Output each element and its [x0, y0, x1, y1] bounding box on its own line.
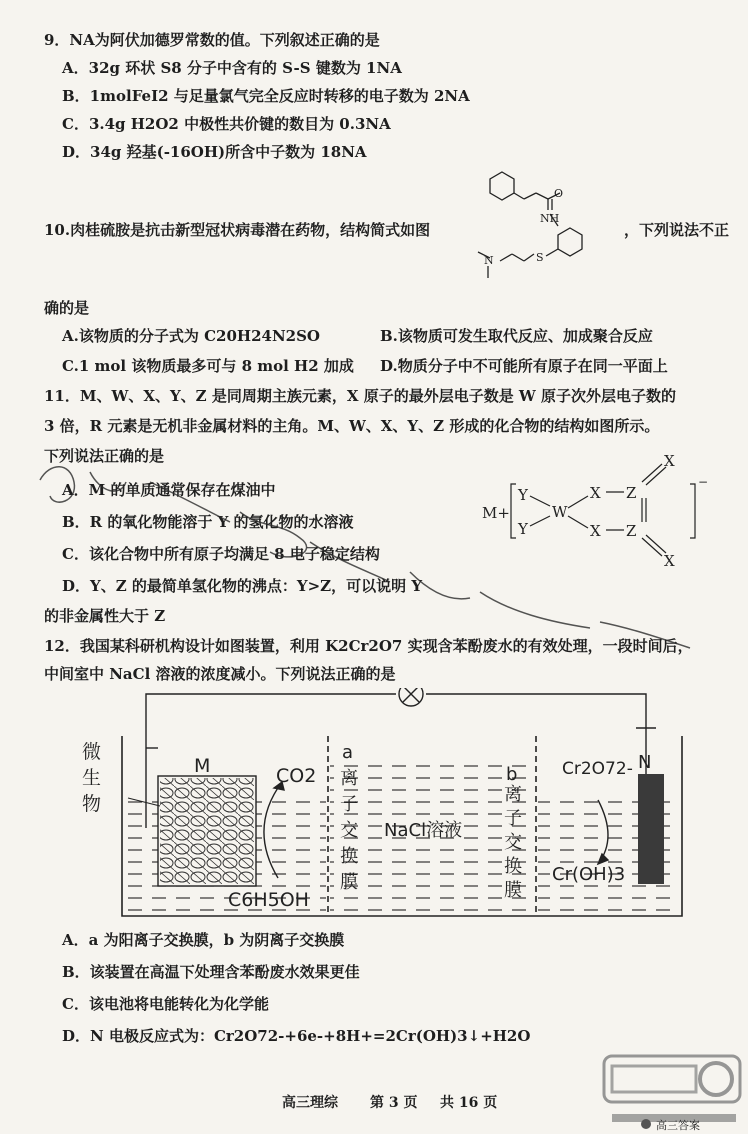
- diagram-phenol: C6H5OH: [228, 889, 309, 911]
- q9-option-c: C．3.4g H2O2 中极性共价键的数目为 0.3NA: [62, 115, 391, 133]
- cinnamthiamine-structure: [462, 168, 622, 286]
- diagram-microbe-1: 微: [82, 741, 102, 763]
- q12-option-a: A．a 为阳离子交换膜，b 为阴离子交换膜: [62, 931, 345, 949]
- diagram-nacl: NaCl溶液: [384, 820, 463, 841]
- q11-stem-line1: 11．M、W、X、Y、Z 是同周期主族元素，X 原子的最外层电子数是 W 原子次外层电子数的: [44, 387, 676, 405]
- q11-option-d: D．Y、Z 的最简单氢化物的沸点：Y>Z，可以说明 Y: [62, 577, 423, 595]
- diagram-membrane-b-4: 交: [504, 832, 522, 853]
- diagram-membrane-b-5: 换: [504, 856, 522, 877]
- q9-option-b: B．1molFeI2 与足量氯气完全反应时转移的电子数为 2NA: [62, 87, 470, 105]
- footer-total: 共 16 页: [440, 1095, 498, 1111]
- q11-stem-line2: 3 倍，R 元素是无机非金属材料的主角。M、W、X、Y、Z 形成的化合物的结构如图所示。: [44, 417, 660, 435]
- struct-x1: X: [590, 484, 601, 502]
- diagram-microbe-2: 生: [82, 767, 102, 789]
- q11-option-a: A．M 的单质通常保存在煤油中: [62, 481, 276, 499]
- mol-nh-label: NH: [540, 212, 560, 225]
- diagram-dichromate: Cr2O72-: [562, 759, 633, 779]
- q9-stem: 9．NA为阿伏加德罗常数的值。下列叙述正确的是: [44, 31, 380, 49]
- q10-option-a: A.该物质的分子式为 C20H24N2SO: [62, 327, 320, 345]
- diagram-membrane-b-2: 离: [504, 784, 522, 805]
- footer-subject: 高三理综: [282, 1095, 338, 1111]
- struct-x3: X: [664, 452, 675, 470]
- diagram-membrane-b-1: b: [506, 764, 518, 785]
- q11-compound-structure: [478, 446, 718, 574]
- struct-m: M+: [482, 504, 510, 522]
- q11-option-d-continued: 的非金属性大于 Z: [44, 607, 166, 625]
- q9-option-d: D．34g 羟基(-16OH)所含中子数为 18NA: [62, 143, 367, 161]
- mol-nitrogen-label: N: [484, 254, 494, 267]
- q12-stem-line1: 12．我国某科研机构设计如图装置，利用 K2Cr2O7 实现含苯酚废水的有效处理，一段时间后，: [44, 637, 693, 655]
- site-logo: [598, 1052, 746, 1134]
- diagram-membrane-a-4: 交: [340, 820, 358, 841]
- q9-option-a: A．32g 环状 S8 分子中含有的 S-S 键数为 1NA: [62, 59, 402, 77]
- q11-option-b: B．R 的氧化物能溶于 Y 的氢化物的水溶液: [62, 513, 354, 531]
- logo-tag: 高三答案: [656, 1119, 700, 1132]
- diagram-co2: CO2: [276, 765, 317, 787]
- diagram-membrane-a-3: 子: [340, 794, 358, 815]
- diagram-electrode-m: M: [194, 755, 211, 777]
- q10-stem-tail: ，下列说法不正: [624, 221, 730, 239]
- q12-apparatus-diagram: [78, 688, 696, 920]
- q10-option-d: D.物质分子中不可能所有原子在同一平面上: [380, 357, 668, 375]
- q10-stem-continued: 确的是: [44, 299, 90, 317]
- q11-option-c: C．该化合物中所有原子均满足 8 电子稳定结构: [62, 545, 380, 563]
- footer-page: 第 3 页: [370, 1095, 418, 1111]
- diagram-microbe-3: 物: [82, 793, 102, 815]
- diagram-membrane-a-5: 换: [340, 846, 358, 867]
- mol-sulfur-label: S: [536, 251, 544, 264]
- q12-option-d: D．N 电极反应式为：Cr2O72-+6e-+8H+=2Cr(OH)3↓+H2O: [62, 1027, 531, 1045]
- q10-option-b: B.该物质可发生取代反应、加成聚合反应: [380, 327, 653, 345]
- diagram-membrane-b-6: 膜: [504, 880, 522, 901]
- mol-oxygen-label: O: [554, 187, 564, 200]
- diagram-chromium-hydroxide: Cr(OH)3: [552, 864, 626, 885]
- q10-option-c: C.1 mol 该物质最多可与 8 mol H2 加成: [62, 357, 354, 375]
- diagram-electrode-n: N: [638, 752, 652, 773]
- struct-x2: X: [590, 522, 601, 540]
- struct-z1: Z: [626, 484, 637, 502]
- struct-charge: −: [698, 475, 709, 489]
- q12-option-c: C．该电池将电能转化为化学能: [62, 995, 269, 1013]
- q12-stem-line2: 中间室中 NaCl 溶液的浓度减小。下列说法正确的是: [44, 665, 396, 683]
- diagram-membrane-a-1: a: [342, 742, 354, 763]
- diagram-membrane-a-6: 膜: [340, 872, 358, 893]
- struct-y2: Y: [518, 520, 528, 538]
- struct-z2: Z: [626, 522, 637, 540]
- diagram-membrane-b-3: 子: [504, 808, 522, 829]
- struct-w: W: [552, 503, 568, 521]
- q12-option-b: B．该装置在高温下处理含苯酚废水效果更佳: [62, 963, 360, 981]
- diagram-membrane-a-2: 离: [340, 768, 358, 789]
- struct-x4: X: [664, 552, 675, 570]
- struct-y1: Y: [518, 486, 528, 504]
- q10-stem: 10.肉桂硫胺是抗击新型冠状病毒潜在药物，结构简式如图: [44, 221, 431, 239]
- q11-stem-line3: 下列说法正确的是: [44, 447, 165, 465]
